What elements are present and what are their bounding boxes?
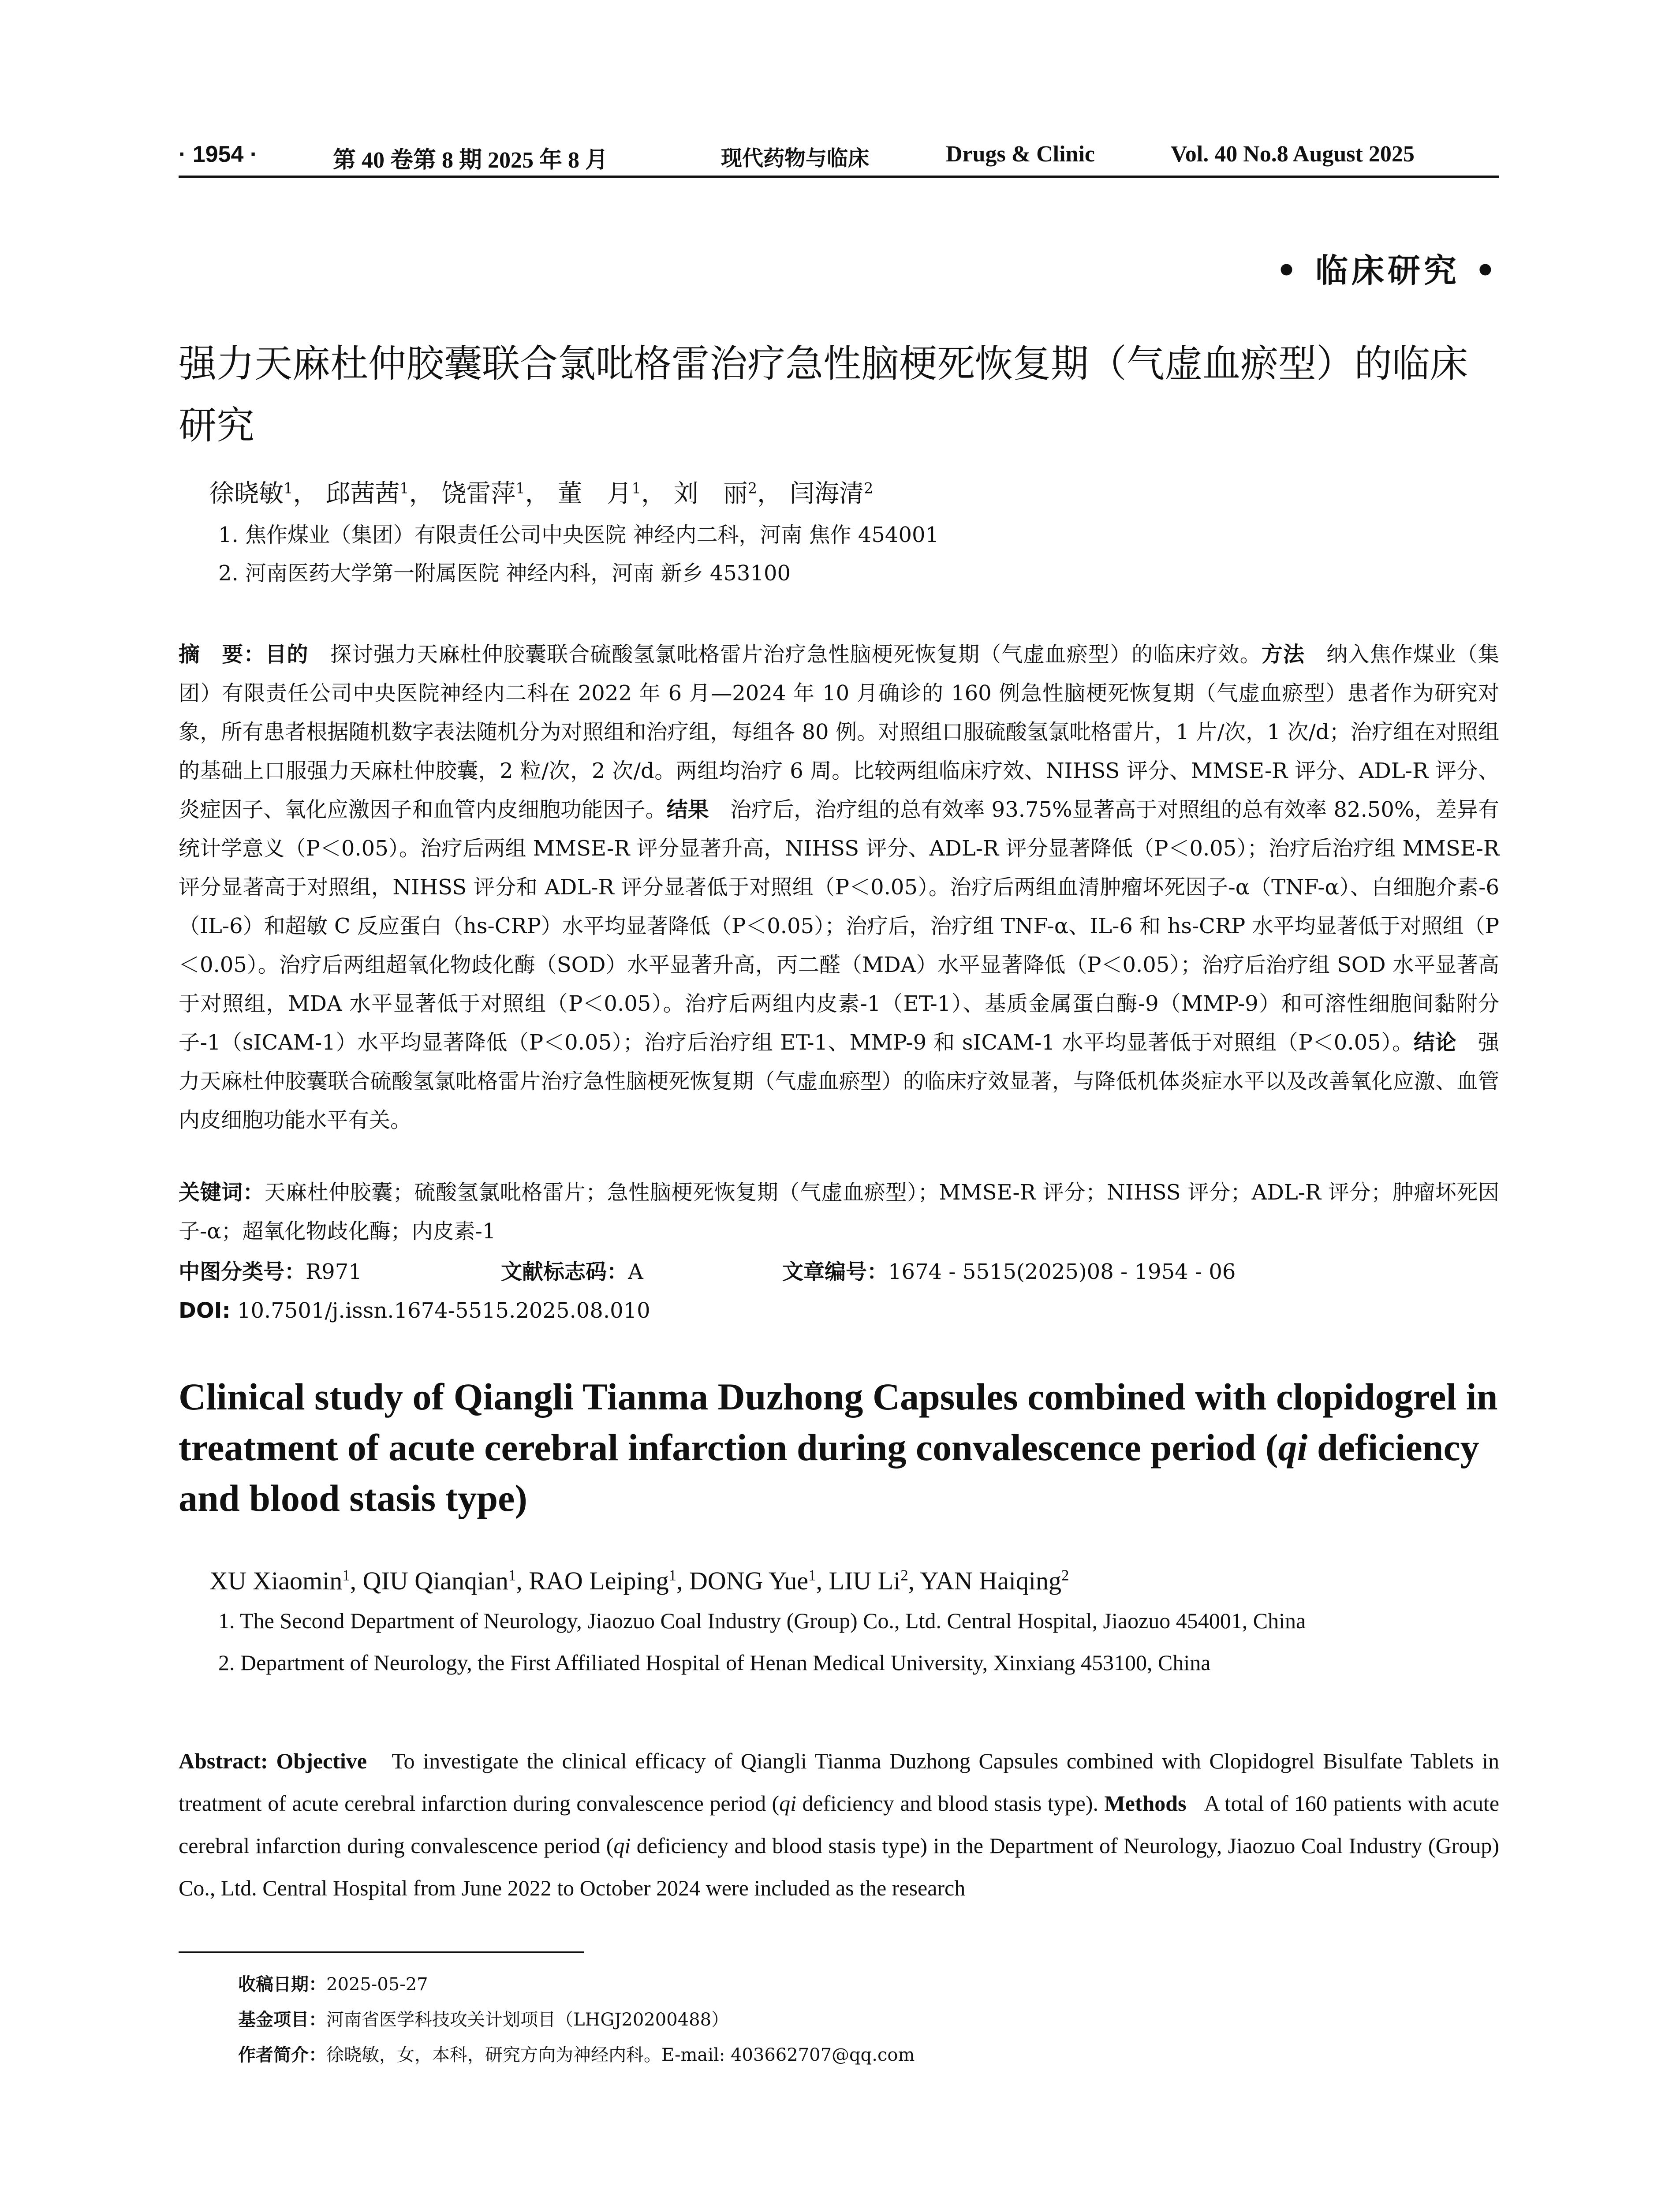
- abstract-label-en: Abstract: Objective: [179, 1749, 367, 1773]
- title-en-part1: Clinical study of Qiangli Tianma Duzhong Capsules combined with clopidogrel in treatment of acute cerebral infarction during convalescence period (: [179, 1375, 1498, 1469]
- volume-cn: 第 40 卷第 8 期 2025 年 8 月: [333, 148, 609, 173]
- author-list-cn: 徐晓敏$^1$， 邱茜茜$^1$， 饶雷萍$^1$， 董 月$^1$， 刘 丽$^2$， 闫海清$^2$: [209, 479, 874, 508]
- author-affil-sup: 2: [1061, 1566, 1069, 1584]
- doi-label: DOI:: [179, 1298, 231, 1323]
- author-name: 徐晓敏: [209, 479, 284, 508]
- methods-text-cn: 纳入焦作煤业（集团）有限责任公司中央医院神经内二科在 2022 年 6 月—2024 年 10 月确诊的 160 例急性脑梗死恢复期（气虚血瘀型）患者作为研究对象，所有患者根据随机数字表法随机分为对照组和治疗组，每组各 80 例。对照组口服硫酸氢氯吡格雷片，1 片/次，1 次/d；治疗组在对照组的基础上口服强力天麻杜仲胶囊，2 粒/次，2 次/d。两组均治疗 6 周。比较两组临床疗效、NIHSS 评分、MMSE-R 评分、ADL-R 评分、炎症因子、氧化应激因子和血管内皮细胞功能因子。: [179, 642, 1499, 822]
- methods-text-en-b: deficiency and blood stasis type) in the Department of Neurology, Jiaozuo Coal Industry (Group) Co., Ltd. Central Hospital from June 2022 to October 2024 were included as the research: [179, 1833, 1499, 1900]
- fund-label: 基金项目：: [238, 2010, 326, 2030]
- journal-name-cn: 现代药物与临床: [721, 146, 870, 171]
- journal-name-en: Drugs & Clinic: [946, 142, 1095, 167]
- affiliation-cn-1: 1. 焦作煤业（集团）有限责任公司中央医院 神经内二科，河南 焦作 454001: [218, 523, 939, 547]
- affiliation-en-1: 1. The Second Department of Neurology, Jiaozuo Coal Industry (Group) Co., Ltd. Central Hospital, Jiaozuo 454001, China: [218, 1608, 1306, 1633]
- title-en-part2: deficiency and blood stasis type): [179, 1426, 1479, 1519]
- author-affil-sup: 2: [747, 479, 758, 497]
- author-affil-sup: 2: [863, 479, 874, 497]
- header-rule: [179, 176, 1499, 178]
- doc-code-label: 文献标志码：: [501, 1259, 628, 1284]
- classification-line: [179, 1252, 1499, 1291]
- methods-label-en: Methods: [1104, 1791, 1187, 1816]
- keywords-text: 天麻杜仲胶囊；硫酸氢氯吡格雷片；急性脑梗死恢复期（气虚血瘀型）；MMSE-R 评分；NIHSS 评分；ADL-R 评分；肿瘤坏死因子-α；超氧化物歧化酶；内皮素-1: [179, 1180, 1499, 1244]
- author-name: 刘 丽: [673, 479, 748, 508]
- clc-value: R971: [306, 1259, 362, 1284]
- article-no-label: 文章编号：: [782, 1259, 889, 1284]
- author-affil-sup: 1: [342, 1566, 350, 1584]
- objective-italic-en: qi: [779, 1791, 797, 1816]
- author-name: 饶雷萍: [441, 479, 516, 508]
- author-name: 董 月: [557, 479, 632, 508]
- clc-label: 中图分类号：: [179, 1259, 306, 1284]
- objective-label-cn: 目的: [265, 642, 309, 667]
- objective-text-cn: 探讨强力天麻杜仲胶囊联合硫酸氢氯吡格雷片治疗急性脑梗死恢复期（气虚血瘀型）的临床疗效。: [330, 642, 1262, 667]
- doc-code-value: A: [628, 1259, 643, 1284]
- author-name: YAN Haiqing: [920, 1566, 1062, 1595]
- author-name: RAO Leiping: [529, 1566, 669, 1595]
- author-name: DONG Yue: [689, 1566, 809, 1595]
- conclusion-text-cn: 强力天麻杜仲胶囊联合硫酸氢氯吡格雷片治疗急性脑梗死恢复期（气虚血瘀型）的临床疗效显著，与降低机体炎症水平以及改善氧化应激、血管内皮细胞功能水平有关。: [179, 1030, 1499, 1132]
- author-name: XU Xiaomin: [209, 1566, 343, 1595]
- running-header: [179, 141, 1499, 181]
- author-bio-text: 徐晓敏，女，本科，研究方向为神经内科。E-mail: 403662707@qq.com: [326, 2045, 915, 2065]
- title-en-italic: qi: [1278, 1426, 1308, 1469]
- doi-value: 10.7501/j.issn.1674-5515.2025.08.010: [237, 1298, 650, 1323]
- author-name: 邱茜茜: [325, 479, 400, 508]
- author-name: QIU Qianqian: [362, 1566, 508, 1595]
- keywords-cn: [179, 1173, 1499, 1251]
- author-affil-sup: 1: [808, 1566, 816, 1584]
- author-affil-sup: 1: [508, 1566, 516, 1584]
- keywords-label: 关键词：: [179, 1180, 265, 1205]
- author-affil-sup: 1: [631, 479, 641, 497]
- received-label: 收稿日期：: [238, 1974, 326, 1995]
- author-bio-label: 作者简介：: [238, 2045, 326, 2065]
- author-affil-sup: 1: [668, 1566, 677, 1584]
- affiliation-cn-2: 2. 河南医药大学第一附属医院 神经内科，河南 新乡 453100: [218, 561, 791, 586]
- page-number: · 1954 ·: [179, 142, 258, 167]
- author-name: LIU Li: [829, 1566, 901, 1595]
- received-date: 2025-05-27: [326, 1974, 428, 1995]
- footnote-rule: [179, 1951, 584, 1953]
- author-affil-sup: 1: [399, 479, 409, 497]
- methods-italic-en: qi: [613, 1833, 631, 1858]
- author-list-en: XU Xiaomin$^1$, QIU Qianqian$^1$, RAO Leiping$^1$, DONG Yue$^1$, LIU Li$^2$, YAN Haiqing$^2$: [209, 1566, 1069, 1595]
- abstract-cn: [179, 635, 1499, 1140]
- results-label-cn: 结果: [666, 797, 709, 822]
- author-affil-sup: 1: [515, 479, 525, 497]
- author-name: 闫海清: [789, 479, 864, 508]
- fund-text: 河南省医学科技攻关计划项目（LHGJ20200488）: [326, 2010, 729, 2030]
- footnote-fund: [238, 2004, 1473, 2035]
- affiliation-en-2: 2. Department of Neurology, the First Affiliated Hospital of Henan Medical University, Xinxiang 453100, China: [218, 1650, 1211, 1675]
- conclusion-label-cn: 结论: [1413, 1030, 1457, 1055]
- objective-text-en-a: To investigate the clinical efficacy of Qiangli Tianma Duzhong Capsules combined with Clopidogrel Bisulfate Tablets in treatment of acute cerebral infarction during convalescence period (: [179, 1749, 1499, 1816]
- section-tag: • 临床研究 •: [1276, 252, 1499, 290]
- footnote-received: [238, 1969, 1473, 2000]
- methods-text-en-a: A total of 160 patients with acute cerebral infarction during convalescence period (: [179, 1791, 1500, 1858]
- doi-line: [179, 1291, 1499, 1330]
- objective-text-en-b: deficiency and blood stasis type).: [796, 1791, 1099, 1816]
- author-affil-sup: 2: [900, 1566, 908, 1584]
- author-affil-sup: 1: [284, 479, 293, 497]
- abstract-en: [179, 1740, 1499, 1909]
- abstract-label-cn: 摘 要：: [179, 642, 265, 667]
- article-no-value: 1674 - 5515(2025)08 - 1954 - 06: [888, 1259, 1236, 1284]
- footnote-author: [238, 2040, 1473, 2070]
- article-title-cn: 强力天麻杜仲胶囊联合氯吡格雷治疗急性脑梗死恢复期（气虚血瘀型）的临床研究: [179, 342, 1468, 448]
- results-text-cn: 治疗后，治疗组的总有效率 93.75%显著高于对照组的总有效率 82.50%，差异有统计学意义（P＜0.05）。治疗后两组 MMSE-R 评分显著升高，NIHSS 评分、ADL-R 评分显著降低（P＜0.05）；治疗后治疗组 MMSE-R 评分显著高于对照组，NIHSS 评分和 ADL-R 评分显著低于对照组（P＜0.05）。治疗后两组血清肿瘤坏死因子-α（TNF-α）、白细胞介素-6（IL-6）和超敏 C 反应蛋白（hs-CRP）水平均显著降低（P＜0.05）；治疗后，治疗组 TNF-α、IL-6 和 hs-CRP 水平均显著低于对照组（P＜0.05）。治疗后两组超氧化物歧化酶（SOD）水平显著升高，丙二醛（MDA）水平显著降低（P＜0.05）；治疗后治疗组 SOD 水平显著高于对照组，MDA 水平显著低于对照组（P＜0.05）。治疗后两组内皮素-1（ET-1）、基质金属蛋白酶-9（MMP-9）和可溶性细胞间黏附分子-1（sICAM-1）水平均显著降低（P＜0.05）；治疗后治疗组 ET-1、MMP-9 和 sICAM-1 水平均显著低于对照组（P＜0.05）。: [179, 797, 1499, 1055]
- volume-en: Vol. 40 No.8 August 2025: [1171, 142, 1415, 167]
- article-title-en: [179, 1372, 1499, 1524]
- methods-label-cn: 方法: [1261, 642, 1305, 667]
